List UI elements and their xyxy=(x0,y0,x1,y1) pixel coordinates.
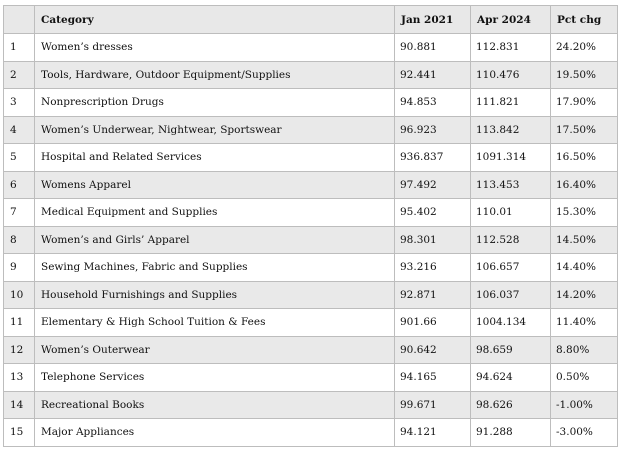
cell-category: Women’s Outerwear xyxy=(35,336,395,364)
header-jan-2021: Jan 2021 xyxy=(395,6,471,34)
cell-rank: 6 xyxy=(4,171,35,199)
cell-pct-chg: 19.50% xyxy=(551,61,618,89)
cell-rank: 13 xyxy=(4,364,35,392)
cell-apr-2024: 112.831 xyxy=(471,34,551,62)
cell-apr-2024: 98.659 xyxy=(471,336,551,364)
cell-apr-2024: 106.037 xyxy=(471,281,551,309)
table-body xyxy=(4,34,618,447)
table-row xyxy=(4,391,618,419)
cell-rank: 10 xyxy=(4,281,35,309)
cell-rank: 12 xyxy=(4,336,35,364)
cell-rank: 1 xyxy=(4,34,35,62)
cell-rank: 3 xyxy=(4,89,35,117)
cell-jan-2021: 95.402 xyxy=(395,199,471,227)
cell-category: Household Furnishings and Supplies xyxy=(35,281,395,309)
cell-category: Recreational Books xyxy=(35,391,395,419)
cell-category: Sewing Machines, Fabric and Supplies xyxy=(35,254,395,282)
cell-jan-2021: 94.853 xyxy=(395,89,471,117)
cell-jan-2021: 97.492 xyxy=(395,171,471,199)
cell-apr-2024: 106.657 xyxy=(471,254,551,282)
cell-pct-chg: -3.00% xyxy=(551,419,618,447)
table-row xyxy=(4,34,618,62)
cell-apr-2024: 110.01 xyxy=(471,199,551,227)
header-apr-2024: Apr 2024 xyxy=(471,6,551,34)
cell-apr-2024: 112.528 xyxy=(471,226,551,254)
cell-apr-2024: 110.476 xyxy=(471,61,551,89)
cell-category: Elementary & High School Tuition & Fees xyxy=(35,309,395,337)
cell-jan-2021: 94.165 xyxy=(395,364,471,392)
cell-rank: 14 xyxy=(4,391,35,419)
cell-apr-2024: 111.821 xyxy=(471,89,551,117)
header-category: Category xyxy=(35,6,395,34)
table-row xyxy=(4,89,618,117)
cell-apr-2024: 94.624 xyxy=(471,364,551,392)
cell-rank: 4 xyxy=(4,116,35,144)
cell-rank: 15 xyxy=(4,419,35,447)
header-pct-chg: Pct chg xyxy=(551,6,618,34)
table-row xyxy=(4,254,618,282)
cell-pct-chg: 24.20% xyxy=(551,34,618,62)
cell-category: Telephone Services xyxy=(35,364,395,392)
cell-apr-2024: 98.626 xyxy=(471,391,551,419)
cell-jan-2021: 936.837 xyxy=(395,144,471,172)
cell-category: Womens Apparel xyxy=(35,171,395,199)
table-row xyxy=(4,336,618,364)
header-rank xyxy=(4,6,35,34)
cell-apr-2024: 1004.134 xyxy=(471,309,551,337)
cell-category: Women’s dresses xyxy=(35,34,395,62)
cell-jan-2021: 90.881 xyxy=(395,34,471,62)
cell-pct-chg: -1.00% xyxy=(551,391,618,419)
cell-pct-chg: 16.40% xyxy=(551,171,618,199)
cell-category: Major Appliances xyxy=(35,419,395,447)
table-row xyxy=(4,309,618,337)
cell-jan-2021: 901.66 xyxy=(395,309,471,337)
cell-apr-2024: 1091.314 xyxy=(471,144,551,172)
table-row xyxy=(4,171,618,199)
cell-apr-2024: 91.288 xyxy=(471,419,551,447)
table-row xyxy=(4,364,618,392)
cell-rank: 7 xyxy=(4,199,35,227)
cell-apr-2024: 113.842 xyxy=(471,116,551,144)
table-row xyxy=(4,419,618,447)
cell-apr-2024: 113.453 xyxy=(471,171,551,199)
cell-category: Hospital and Related Services xyxy=(35,144,395,172)
cell-rank: 9 xyxy=(4,254,35,282)
price-change-table xyxy=(3,5,618,447)
cell-pct-chg: 8.80% xyxy=(551,336,618,364)
table-row xyxy=(4,61,618,89)
cell-pct-chg: 0.50% xyxy=(551,364,618,392)
cell-category: Tools, Hardware, Outdoor Equipment/Supplies xyxy=(35,61,395,89)
cell-jan-2021: 94.121 xyxy=(395,419,471,447)
cell-jan-2021: 93.216 xyxy=(395,254,471,282)
cell-pct-chg: 11.40% xyxy=(551,309,618,337)
table-row xyxy=(4,281,618,309)
cell-rank: 5 xyxy=(4,144,35,172)
cell-pct-chg: 14.50% xyxy=(551,226,618,254)
table-header-row xyxy=(4,6,618,34)
cell-jan-2021: 98.301 xyxy=(395,226,471,254)
cell-category: Medical Equipment and Supplies xyxy=(35,199,395,227)
cell-jan-2021: 92.871 xyxy=(395,281,471,309)
cell-rank: 8 xyxy=(4,226,35,254)
cell-pct-chg: 16.50% xyxy=(551,144,618,172)
cell-pct-chg: 14.40% xyxy=(551,254,618,282)
cell-category: Women’s and Girls’ Apparel xyxy=(35,226,395,254)
cell-jan-2021: 92.441 xyxy=(395,61,471,89)
cell-rank: 2 xyxy=(4,61,35,89)
cell-pct-chg: 14.20% xyxy=(551,281,618,309)
cell-jan-2021: 99.671 xyxy=(395,391,471,419)
table-row xyxy=(4,226,618,254)
cell-jan-2021: 90.642 xyxy=(395,336,471,364)
table-row xyxy=(4,199,618,227)
cell-jan-2021: 96.923 xyxy=(395,116,471,144)
cell-category: Women’s Underwear, Nightwear, Sportswear xyxy=(35,116,395,144)
cell-pct-chg: 17.50% xyxy=(551,116,618,144)
cell-pct-chg: 17.90% xyxy=(551,89,618,117)
cell-category: Nonprescription Drugs xyxy=(35,89,395,117)
cell-rank: 11 xyxy=(4,309,35,337)
table-row xyxy=(4,144,618,172)
table-row xyxy=(4,116,618,144)
cell-pct-chg: 15.30% xyxy=(551,199,618,227)
